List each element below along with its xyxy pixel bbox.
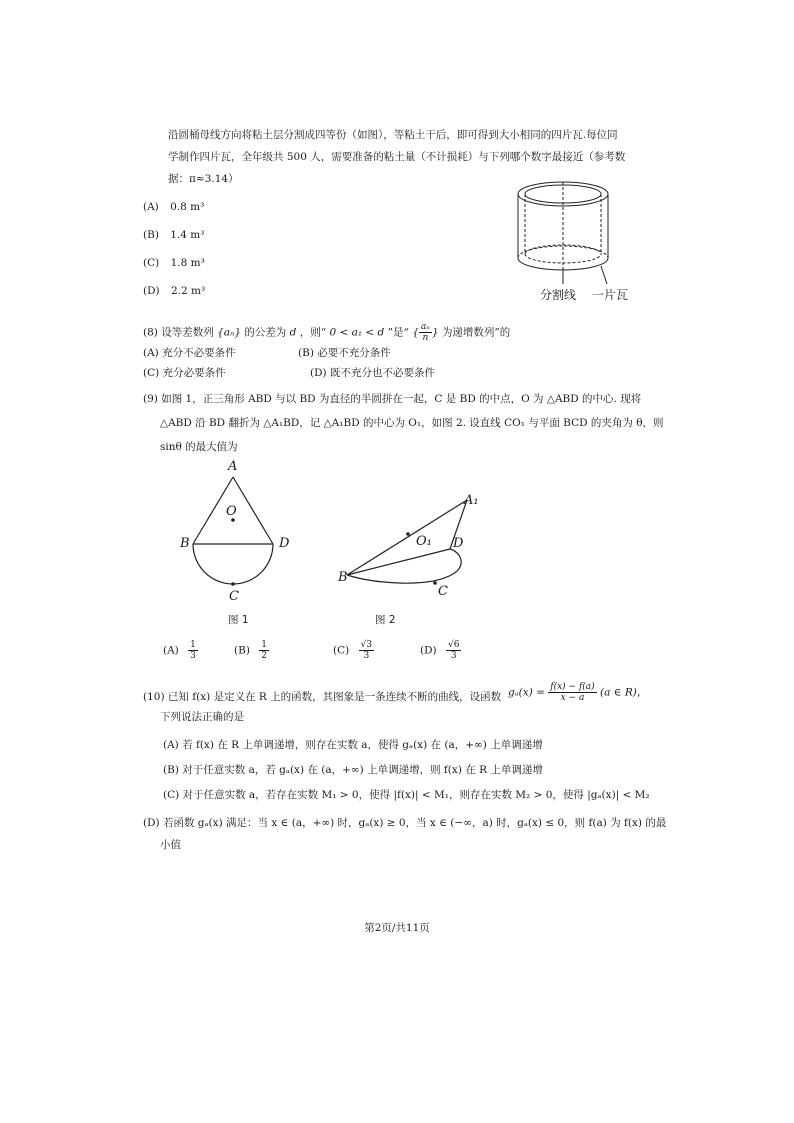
- option-label: (B): [143, 229, 159, 241]
- fig1-label-d: D: [279, 536, 290, 551]
- q9-option-d: (D) $\frac{√6}{3}$: [420, 640, 460, 661]
- q8-fraction: $\frac{\text{aₙ}}{n}$: [420, 322, 430, 343]
- q8-stem-a: (8) 设等差数列: [143, 326, 214, 339]
- fig2-label-d: D: [453, 536, 464, 551]
- q10-option-d-line1: (D) 若函数 gₐ(x) 满足：当 x ∈ (a，+∞) 时，gₐ(x) ≥ 0，当 x ∈ (−∞，a) 时，gₐ(x) ≤ 0，则 f(a) 为 f(x) 的最: [143, 817, 667, 829]
- q8-option-c: (C) 充分必要条件: [143, 367, 226, 379]
- option-label: (A): [143, 201, 159, 213]
- option-value: 0.8 m³: [170, 201, 205, 213]
- q8-stem-b: 的公差为: [244, 326, 287, 339]
- fig2-label-c: C: [438, 584, 448, 599]
- q10-option-b: (B) 对于任意实数 a，若 gₐ(x) 在 (a，+∞) 上单调递增，则 f(x) 在 R 上单调递增: [163, 764, 543, 776]
- q8-option-b: (B) 必要不充分条件: [298, 347, 391, 359]
- q8-stem-c: ，则“: [299, 326, 327, 339]
- q7-line1: 沿圆桶母线方向将粘土层分割成四等份（如图），等粘土干后，即可得到大小相同的四片瓦.每位同: [168, 129, 618, 141]
- q8-condition: 0 < a₁ < d: [329, 326, 385, 339]
- fig1-label-b: B: [180, 536, 190, 551]
- q7-line3: 据：π≈3.14）: [168, 173, 239, 185]
- q10-line2: 下列说法正确的是: [160, 711, 244, 723]
- q7-option-c: [143, 256, 205, 270]
- q9-line3: sinθ 的最大值为: [160, 441, 238, 453]
- q7-option-d: [143, 284, 205, 298]
- option-label: (C): [143, 257, 160, 269]
- fig1-label-c: C: [229, 589, 239, 604]
- q10-option-a: (A) 若 f(x) 在 R 上单调递增，则存在实数 a，使得 gₐ(x) 在 (a，+∞) 上单调递增: [163, 739, 543, 751]
- fig2-label-a1: A₁: [464, 493, 479, 508]
- q8-stem-d: ”是“: [387, 326, 409, 339]
- option-value: 2.2 m³: [170, 285, 206, 297]
- q10-option-c: (C) 对于任意实数 a，若存在实数 M₁ > 0，使得 |f(x)| < M₁，则存在实数 M₂ > 0，使得 |gₐ(x)| < M₂: [163, 789, 650, 801]
- q8-seq: {aₙ}: [217, 326, 241, 339]
- q8-stem: (8) 设等差数列 {aₙ} 的公差为 d ，则“ 0 < a₁ < d ”是“ { $\frac{\text{aₙ}}{n}$ } 为递增数列”的: [143, 322, 511, 343]
- fig2-label-o1: O₁: [416, 534, 432, 549]
- fig1-label-a: A: [228, 459, 238, 474]
- q7-line2: 学制作四片瓦，全年级共 500 人，需要准备的粘土量（不计损耗）与下列哪个数字最接近（参考数: [168, 151, 626, 163]
- q9-option-b: (B) $\frac{1}{2}$: [234, 640, 267, 661]
- option-label: (D): [143, 285, 160, 297]
- fig2-label-b: B: [338, 570, 348, 585]
- option-value: 1.4 m³: [170, 229, 205, 241]
- q9-option-c: (C) $\frac{√3}{3}$: [333, 640, 373, 661]
- fig1-label-o: O: [226, 504, 237, 519]
- q8-stem-e: 为递增数列”的: [441, 326, 511, 339]
- figure-1-diagram: [175, 455, 305, 605]
- q10-option-d-line2: 小值: [160, 839, 181, 851]
- fig1-caption: 图 1: [228, 614, 249, 626]
- q7-option-a: [143, 200, 204, 214]
- q8-d: d: [289, 326, 297, 339]
- q8-option-d: (D) 既不充分也不必要条件: [310, 367, 435, 379]
- q9-line2: △ABD 沿 BD 翻折为 △A₁BD，记 △A₁BD 的中心为 O₁，如图 2. 设直线 CO₁ 与平面 BCD 的夹角为 θ，则: [160, 417, 664, 429]
- q8-option-a: (A) 充分不必要条件: [143, 347, 236, 359]
- q9-line1: (9) 如图 1，正三角形 ABD 与以 BD 为直径的半圆拼在一起，C 是 BD 的中点，O 为 △ABD 的中心. 现将: [143, 393, 642, 405]
- option-value: 1.8 m³: [170, 257, 205, 269]
- q7-option-b: [143, 228, 204, 242]
- cylinder-caption-tile: 一片瓦: [592, 288, 629, 302]
- q9-option-a: (A) $\frac{1}{3}$: [163, 640, 196, 661]
- fig2-caption: 图 2: [375, 614, 396, 626]
- q10-g-definition: gₐ(x) = $\frac{f(x) - f(a)}{x - a}$ (a ∈ R)，: [508, 682, 648, 703]
- cylinder-caption-split: 分割线: [540, 288, 577, 302]
- q10-line1: (10) 已知 f(x) 是定义在 R 上的函数，其图象是一条连续不断的曲线，设函数: [143, 691, 502, 703]
- page-number: 第2页/共11页: [364, 922, 430, 934]
